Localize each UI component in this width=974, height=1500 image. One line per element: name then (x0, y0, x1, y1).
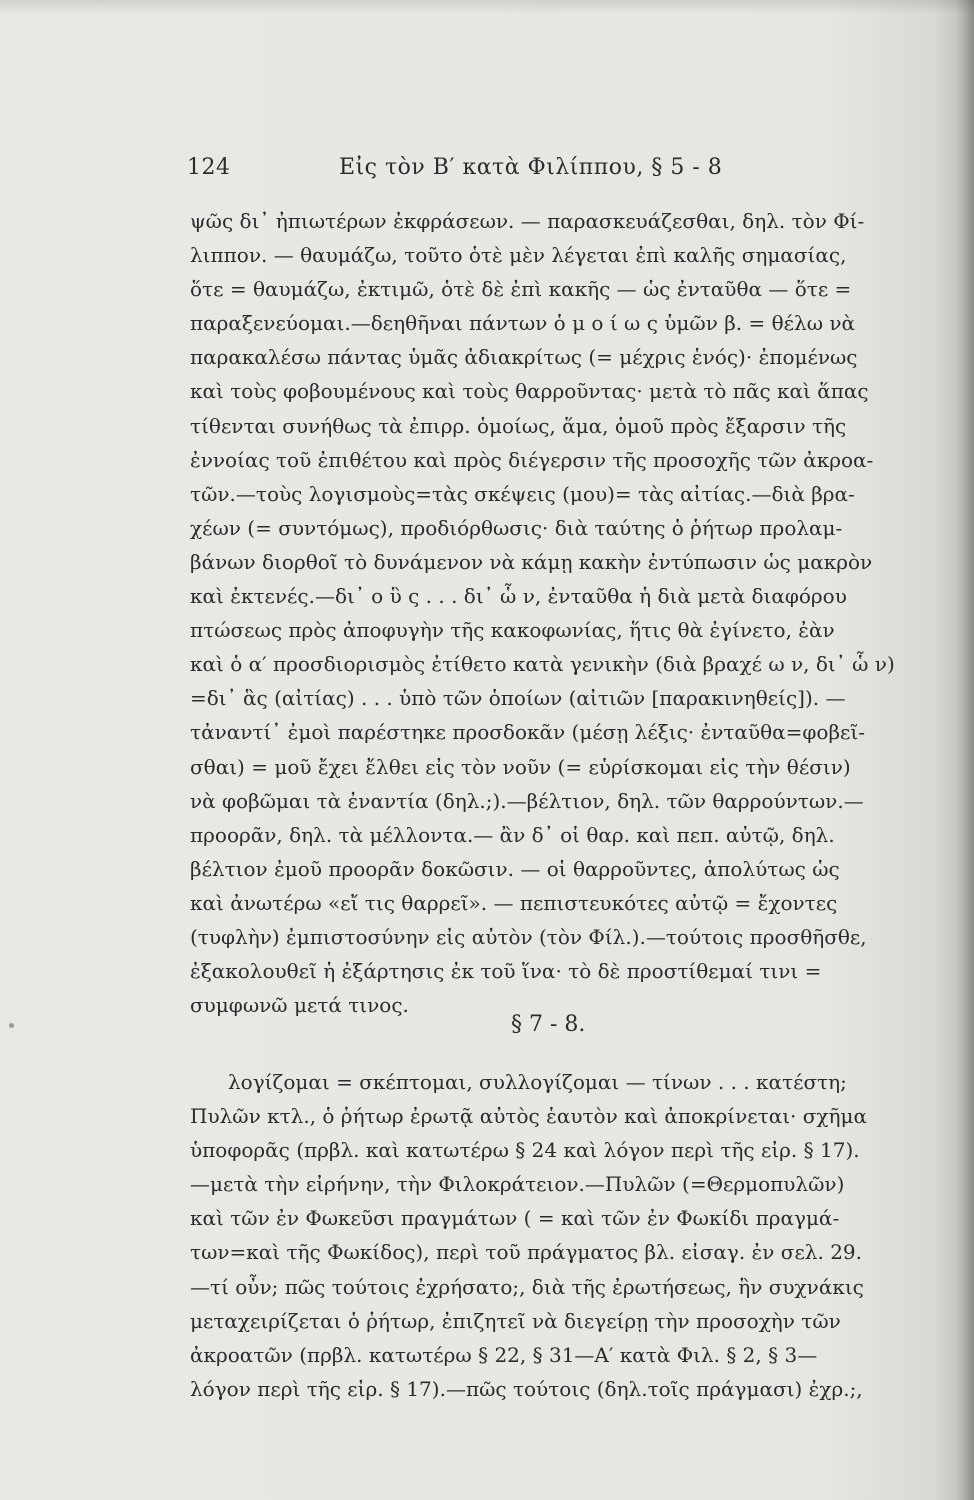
text-line: πτώσεως πρὸς ἀποφυγὴν τῆς κακοφωνίας, ἥτις θὰ ἐγίνετο, ἐὰν (190, 618, 835, 643)
text-line: χέων (= συντόμως), προδιόρθωσις· διὰ ταύτης ὁ ῥήτωρ προλαμ- (190, 515, 843, 540)
text-line: καὶ ἐκτενές.—δι᾽ ο ὓ ς . . . δι᾽ ὧ ν, ἐνταῦθα ἡ διὰ μετὰ διαφόρου (190, 584, 847, 609)
page-number: 124 (187, 155, 231, 180)
running-title: Εἰς τὸν Β′ κατὰ Φιλίππου, § 5 - 8 (339, 155, 723, 180)
text-line: Πυλῶν κτλ., ὁ ῥήτωρ ἐρωτᾷ αὐτὸς ἑαυτὸν καὶ ἀποκρίνεται· σχῆμα (190, 1104, 868, 1129)
text-line: σθαι) = μοῦ ἔχει ἔλθει εἰς τὸν νοῦν (= εὑρίσκομαι εἰς τὴν θέσιν) (190, 754, 851, 779)
text-line: ψῶς δι᾽ ἠπιωτέρων ἐκφράσεων. — παρασκευάζεσθαι, δηλ. τὸν Φί- (190, 209, 865, 233)
section-heading: § 7 - 8. (511, 1012, 586, 1037)
text-line: βέλτιον ἐμοῦ προορᾶν δοκῶσιν. — οἱ θαρροῦντες, ἀπολύτως ὡς (190, 856, 840, 881)
text-line: καὶ ὁ α′ προσδιορισμὸς ἐτίθετο κατὰ γενικὴν (διὰ βραχέ ω ν, δι᾽ ὧ ν) (190, 652, 895, 677)
text-line: τῶν.—τοὺς λογισμοὺς=τὰς σκέψεις (μου)= τὰς αἰτίας.—διὰ βρα- (190, 481, 855, 506)
text-line: —μετὰ τὴν εἰρήνην, τὴν Φιλοκράτειον.—Πυλῶν (=Θερμοπυλῶν) (190, 1172, 845, 1197)
text-line: λογίζομαι = σκέπτομαι, συλλογίζομαι — τίνων . . . κατέστη; (228, 1070, 847, 1094)
text-line: λόγον περὶ τῆς εἰρ. § 17).—πῶς τούτοις (δηλ.τοῖς πράγμασι) ἐχρ.;, (190, 1376, 863, 1401)
text-line: νὰ φοβῶμαι τὰ ἐναντία (δηλ.;).—βέλτιον, δηλ. τῶν θαρρούντων.— (190, 788, 864, 813)
margin-dot (9, 1023, 14, 1028)
page-top-shadow (0, 0, 974, 14)
text-line: προορᾶν, δηλ. τὰ μέλλοντα.— ἂν δ᾽ οἱ θαρ. καὶ πεπ. αὐτῷ, δηλ. (190, 822, 835, 847)
commentary-paragraph-2 (190, 1065, 918, 1406)
text-line: ὑποφορᾶς (πρβλ. καὶ κατωτέρω § 24 καὶ λόγον περὶ τῆς εἰρ. § 17). (190, 1138, 860, 1163)
text-line: ἐξακολουθεῖ ἡ ἐξάρτησις ἐκ τοῦ ἵνα· τὸ δὲ προστίθεμαί τινι = (190, 959, 822, 984)
text-line: καὶ ἀνωτέρω «εἴ τις θαρρεῖ». — πεπιστευκότες αὐτῷ = ἔχοντες (190, 890, 838, 915)
text-line: =δι᾽ ἃς (αἰτίας) . . . ὑπὸ τῶν ὁποίων (αἰτιῶν [παρακινηθείς]). — (190, 686, 846, 711)
text-line: παραξενεύομαι.—δεηθῆναι πάντων ὁ μ ο ί ω ς ὑμῶν β. = θέλω νὰ (190, 311, 856, 336)
text-line: καὶ τοὺς φοβουμένους καὶ τοὺς θαρροῦντας· μετὰ τὸ πᾶς καὶ ἅπας (190, 379, 869, 404)
text-line: των=καὶ τῆς Φωκίδος), περὶ τοῦ πράγματος βλ. εἰσαγ. ἐν σελ. 29. (190, 1240, 863, 1265)
page-header (187, 155, 767, 191)
text-line: ἐννοίας τοῦ ἐπιθέτου καὶ πρὸς διέγερσιν τῆς προσοχῆς τῶν ἀκροα- (190, 447, 874, 472)
text-line: —τί οὖν; πῶς τούτοις ἐχρήσατο;, διὰ τῆς ἐρωτήσεως, ἣν συχνάκις (190, 1274, 864, 1299)
text-line: συμφωνῶ μετά τινος. (190, 993, 409, 1018)
text-line: τἀναντί᾽ ἐμοὶ παρέστηκε προσδοκᾶν (μέσῃ λέξις· ἐνταῦθα=φοβεῖ- (190, 720, 865, 745)
text-line: τίθενται συνήθως τὰ ἐπιρρ. ὁμοίως, ἅμα, ὁμοῦ πρὸς ἔξαρσιν τῆς (190, 413, 847, 438)
text-line: βάνων διορθοῖ τὸ δυνάμενον νὰ κάμῃ κακὴν ἐντύπωσιν ὡς μακρὸν (190, 549, 873, 574)
text-line: λιππον. — θαυμάζω, τοῦτο ὁτὲ μὲν λέγεται ἐπὶ καλῆς σημασίας, (190, 243, 847, 268)
text-line: μεταχειρίζεται ὁ ῥήτωρ, ἐπιζητεῖ νὰ διεγείρῃ τὴν προσοχὴν τῶν (190, 1308, 841, 1333)
text-line: ὅτε = θαυμάζω, ἐκτιμῶ, ὁτὲ δὲ ἐπὶ κακῆς — ὡς ἐνταῦθα — ὅτε = (190, 277, 852, 302)
text-line: καὶ τῶν ἐν Φωκεῦσι πραγμάτων ( = καὶ τῶν ἐν Φωκίδι πραγμά- (190, 1206, 840, 1231)
text-line: παρακαλέσω πάντας ὑμᾶς ἀδιακρίτως (= μέχρις ἑνός)· ἐπομένως (190, 345, 858, 370)
book-spine-shadow (956, 0, 974, 1500)
text-line: ἀκροατῶν (πρβλ. κατωτέρω § 22, § 31—Α′ κατὰ Φιλ. § 2, § 3— (190, 1342, 818, 1367)
text-line: (τυφλὴν) ἐμπιστοσύνην εἰς αὐτὸν (τὸν Φίλ.).—τούτοις προσθῆσθε, (190, 924, 867, 949)
commentary-paragraph-1 (190, 204, 918, 1022)
